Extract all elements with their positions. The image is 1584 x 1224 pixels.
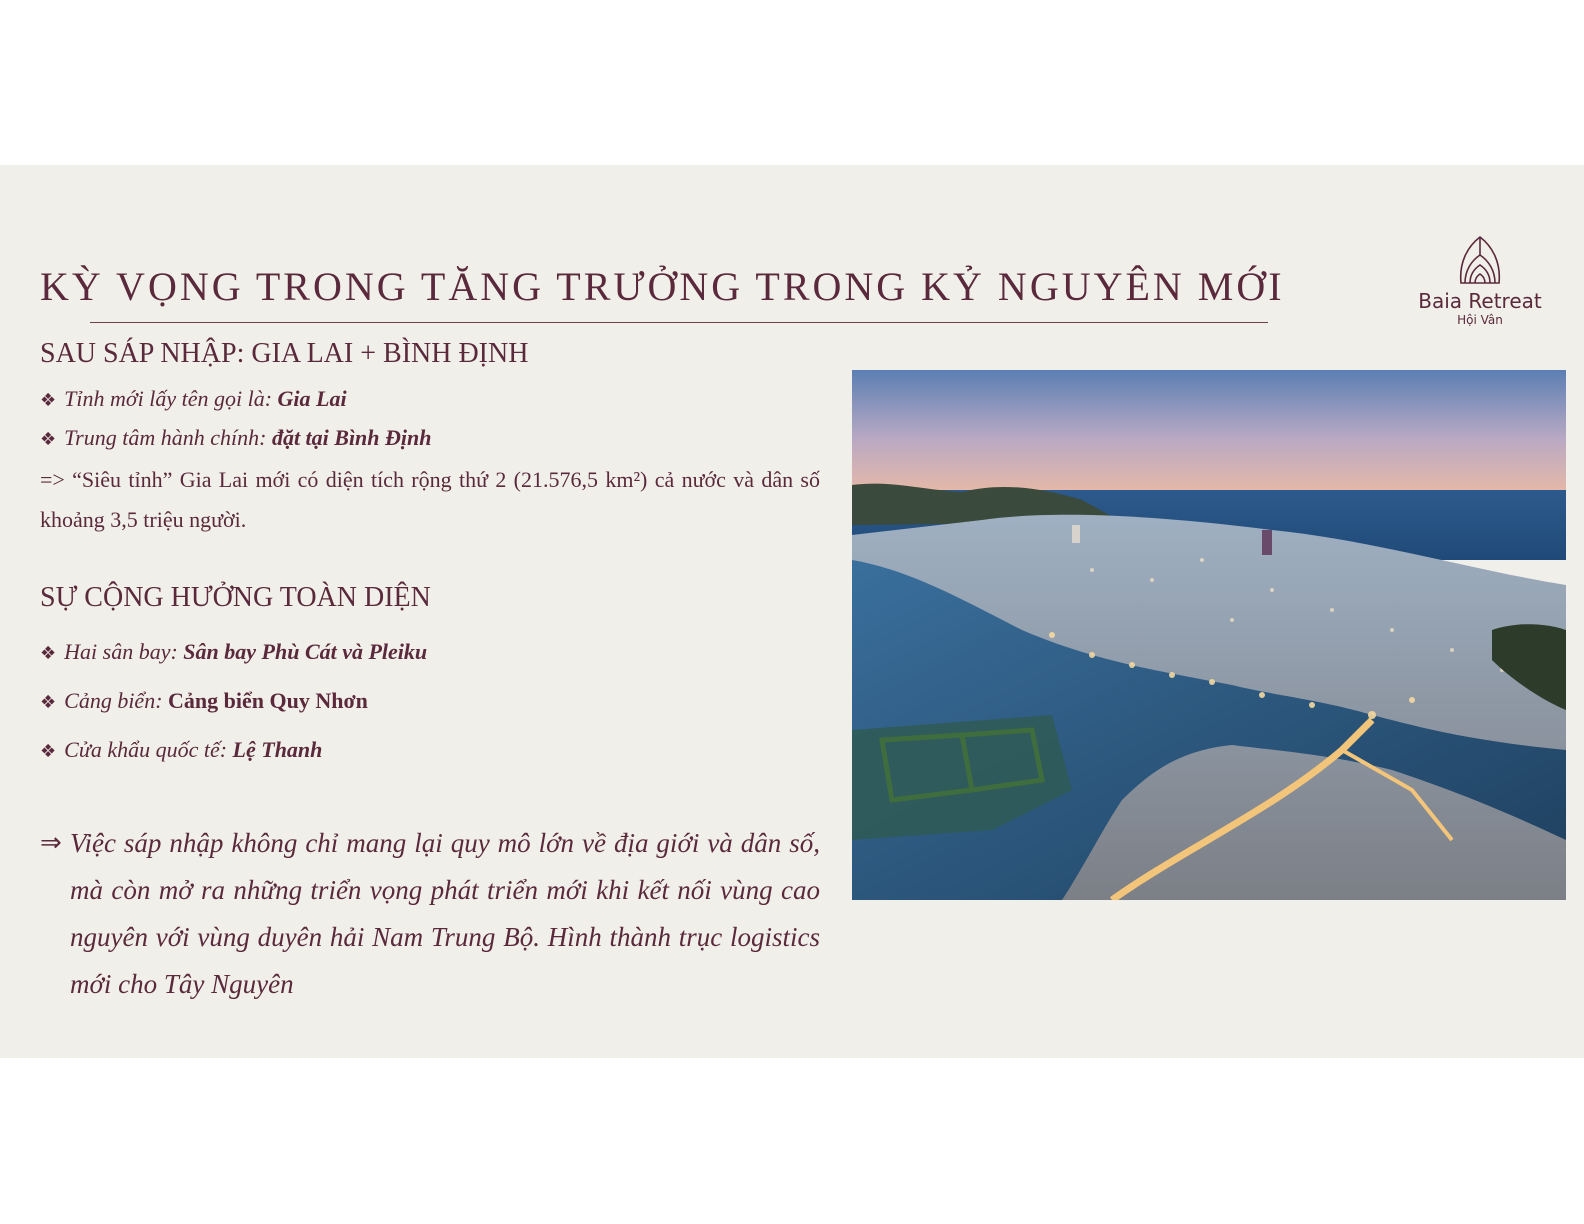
list-item xyxy=(40,639,427,665)
conclusion-text: Việc sáp nhập không chỉ mang lại quy mô lớn về địa giới và dân số, mà còn mở ra những triển vọng phát triển mới khi kết nối vùng cao nguyên với vùng duyên hải Nam Trung Bộ. Hình thành trục logistics mới cho Tây Nguyên xyxy=(70,828,820,999)
bullet-value: Cảng biển Quy Nhơn xyxy=(168,688,368,713)
bullet-value: Gia Lai xyxy=(277,386,347,411)
section-heading-merger: SAU SÁP NHẬP: GIA LAI + BÌNH ĐỊNH xyxy=(40,338,529,369)
title-divider xyxy=(90,322,1268,323)
bullet-value: Lệ Thanh xyxy=(232,737,323,762)
bullet-label: Cảng biển: xyxy=(64,688,169,713)
diamond-bullet-icon: ❖ xyxy=(40,692,57,713)
diamond-bullet-icon: ❖ xyxy=(40,643,57,664)
bullet-label: Trung tâm hành chính: xyxy=(64,425,272,450)
merger-summary: => “Siêu tỉnh” Gia Lai mới có diện tích rộng thứ 2 (21.576,5 km²) cả nước và dân số khoảng 3,5 triệu người. xyxy=(40,467,820,532)
bullet-label: Cửa khẩu quốc tế: xyxy=(64,737,233,762)
list-item xyxy=(40,737,322,763)
diamond-bullet-icon: ❖ xyxy=(40,390,57,411)
bullet-value: Sân bay Phù Cát và Pleiku xyxy=(183,639,428,664)
aerial-city-photo xyxy=(852,370,1566,900)
logo-subtitle: Hội Vân xyxy=(1457,313,1503,327)
bullet-label: Tỉnh mới lấy tên gọi là: xyxy=(64,386,278,411)
brand-logo xyxy=(1400,235,1560,327)
section-heading-synergy: SỰ CỘNG HƯỞNG TOÀN DIỆN xyxy=(40,582,431,613)
bullet-label: Hai sân bay: xyxy=(64,639,184,664)
list-item xyxy=(40,688,368,714)
list-item xyxy=(40,386,347,412)
diamond-bullet-icon: ❖ xyxy=(40,741,57,762)
list-item xyxy=(40,425,432,451)
bullet-value: đặt tại Bình Định xyxy=(271,425,432,450)
double-arrow-icon: ⇒ xyxy=(40,828,62,858)
diamond-bullet-icon: ❖ xyxy=(40,429,57,450)
slide xyxy=(0,165,1584,1058)
logo-name: Baia Retreat xyxy=(1418,289,1542,313)
page-title: KỲ VỌNG TRONG TĂNG TRƯỞNG TRONG KỶ NGUYÊN MỚI xyxy=(40,264,1285,309)
shell-logo-icon xyxy=(1457,235,1503,287)
